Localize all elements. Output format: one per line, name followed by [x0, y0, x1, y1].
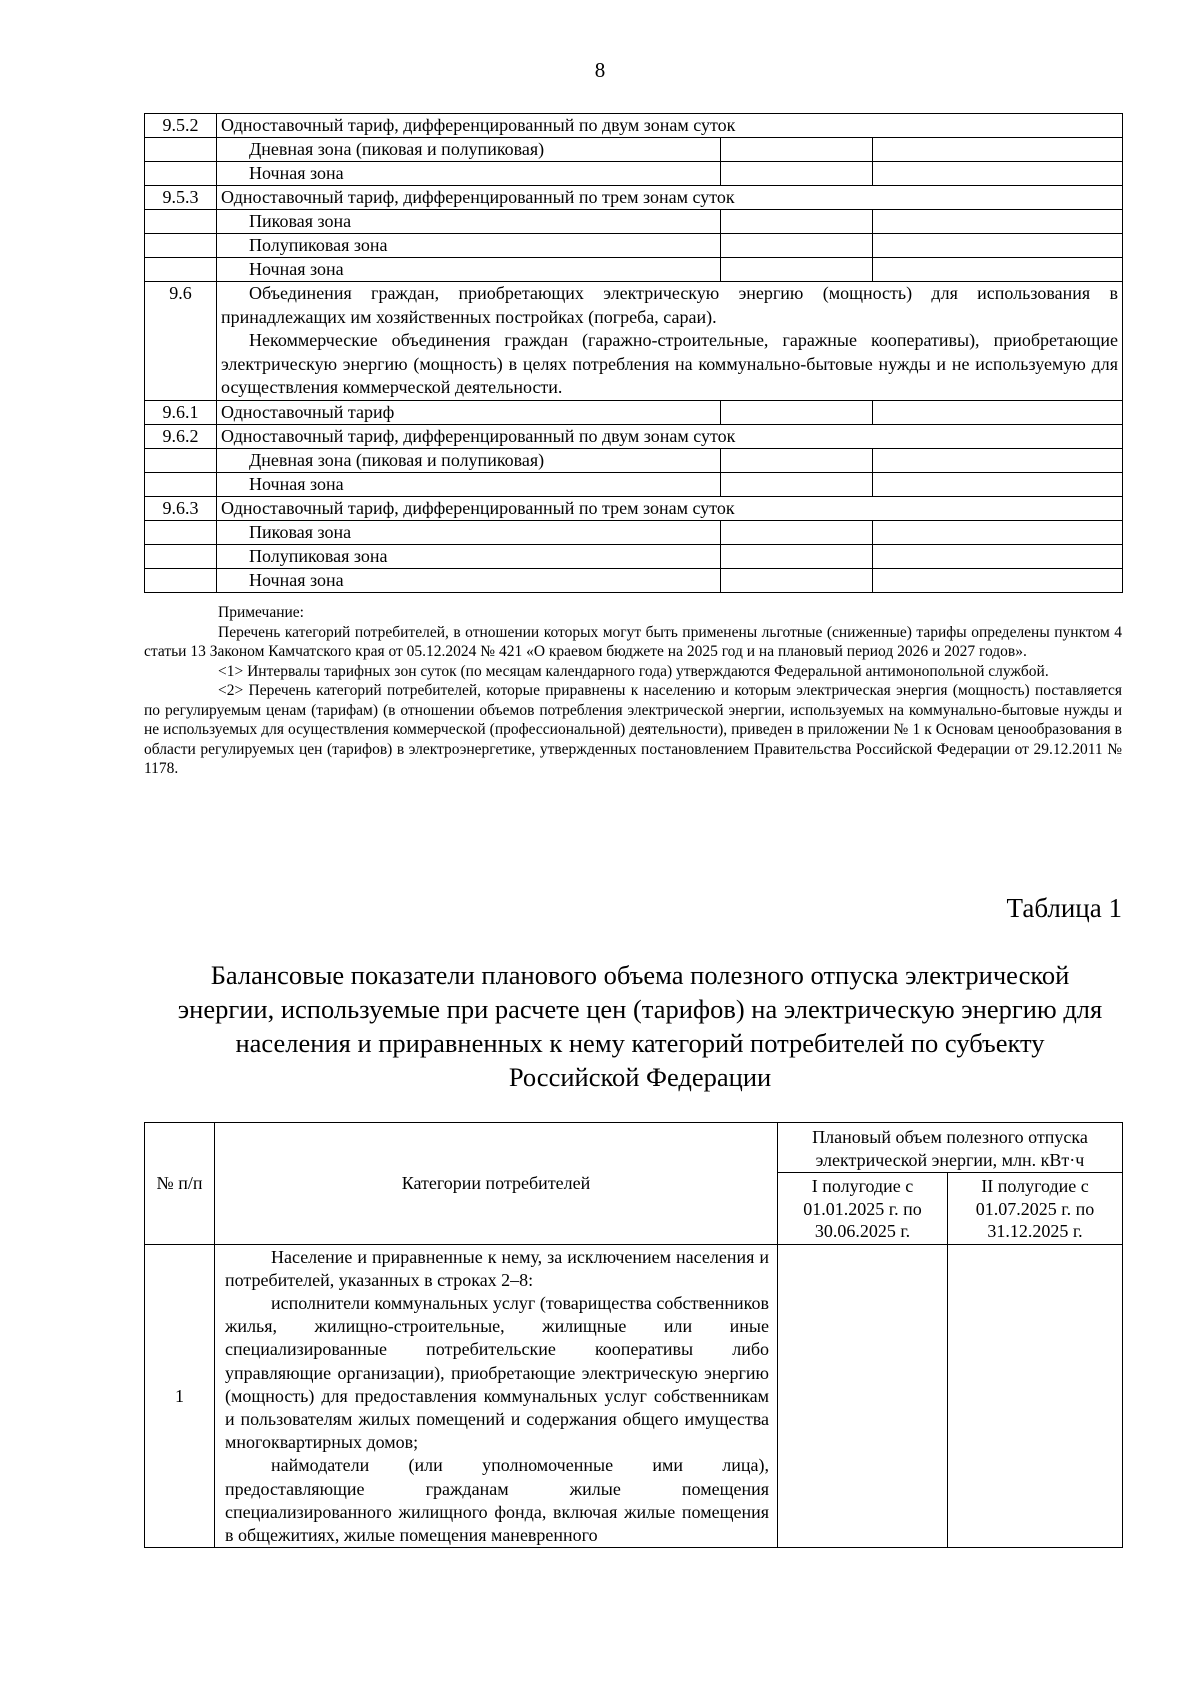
tariff-row-num	[145, 448, 217, 472]
tariff-value-cell	[721, 138, 873, 162]
header-plan: Плановый объем полезного отпуска электрической энергии, млн. кВт·ч	[778, 1123, 1123, 1173]
balance-row	[145, 1244, 1123, 1548]
tariff-row-label: Дневная зона (пиковая и полупиковая)	[217, 448, 721, 472]
balance-row-category	[215, 1244, 778, 1548]
tariff-row-label: Ночная зона	[217, 568, 721, 592]
page-number: 8	[594, 58, 606, 82]
tariff-row-label: Полупиковая зона	[217, 544, 721, 568]
header-num: № п/п	[145, 1123, 215, 1245]
tariff-paragraph: Некоммерческие объединения граждан (гаражно-строительные, гаражные кооперативы), приобретающие электрическую энергию (мощность) в целях потребления на коммунально-бытовые нужды и не используемую для осуществления коммерческой деятельности.	[221, 330, 1119, 397]
tariff-value-cell	[873, 234, 1123, 258]
notes-heading: Примечание:	[218, 604, 304, 621]
balance-row-half2-value	[948, 1244, 1123, 1548]
balance-header-row	[145, 1123, 1123, 1173]
tariff-value-cell	[873, 138, 1123, 162]
tariff-value-cell	[873, 210, 1123, 234]
tariff-row-label: Ночная зона	[217, 472, 721, 496]
tariff-row	[145, 520, 1123, 544]
tariff-value-cell	[721, 162, 873, 186]
table-label: Таблица 1	[1006, 893, 1122, 923]
tariff-row-num	[145, 234, 217, 258]
balance-table	[144, 1122, 1123, 1548]
tariff-row-num: 9.5.2	[145, 114, 217, 138]
tariff-row-num	[145, 258, 217, 282]
category-paragraph: Население и приравненные к нему, за исключением населения и потребителей, указанных в строках 2–8:	[225, 1246, 769, 1290]
tariff-value-cell	[873, 520, 1123, 544]
notes-block	[144, 603, 1122, 779]
tariff-row-label: Пиковая зона	[217, 210, 721, 234]
tariff-row-label: Одноставочный тариф, дифференцированный по трем зонам суток	[217, 496, 1123, 520]
tariff-row	[145, 496, 1123, 520]
tariff-value-cell	[721, 472, 873, 496]
balance-row-num: 1	[145, 1244, 215, 1548]
tariff-value-cell	[721, 234, 873, 258]
tariff-value-cell	[873, 544, 1123, 568]
tariff-row-label	[217, 282, 1123, 401]
tariff-row-num	[145, 520, 217, 544]
tariff-row-num: 9.6.2	[145, 424, 217, 448]
tariff-row	[145, 544, 1123, 568]
tariff-value-cell	[721, 568, 873, 592]
header-half2: II полугодие с 01.07.2025 г. по 31.12.2025 г.	[948, 1173, 1123, 1245]
header-category: Категории потребителей	[215, 1123, 778, 1245]
tariff-row	[145, 234, 1123, 258]
tariff-value-cell	[873, 472, 1123, 496]
note-paragraph: <2> Перечень категорий потребителей, которые приравнены к населению и которым электрическая энергия (мощность) поставляется по регулируемым ценам (тарифам) (в отношении объемов потребления электрической энергии, используемых на коммунально-бытовые нужды и не используемых для осуществления коммерческой (профессиональной) деятельности), приведен в приложении № 1 к Основам ценообразования в области регулируемых цен (тарифов) в электроэнергетике, утвержденных постановлением Правительства Российской Федерации от 29.12.2011 № 1178.	[144, 682, 1122, 777]
tariff-row-label: Одноставочный тариф, дифференцированный по двум зонам суток	[217, 424, 1123, 448]
tariff-row	[145, 186, 1123, 210]
tariff-row-label: Пиковая зона	[217, 520, 721, 544]
tariff-row-num	[145, 210, 217, 234]
tariff-value-cell	[721, 258, 873, 282]
tariff-row-label: Одноставочный тариф, дифференцированный по трем зонам суток	[217, 186, 1123, 210]
tariff-row-label: Ночная зона	[217, 162, 721, 186]
tariff-row-label: Дневная зона (пиковая и полупиковая)	[217, 138, 721, 162]
tariff-row	[145, 138, 1123, 162]
tariff-table	[144, 113, 1123, 593]
category-paragraph: исполнители коммунальных услуг (товарищества собственников жилья, жилищно-строительные, жилищные или иные специализированные потребительские кооперативы либо управляющие организации), приобретающие электрическую энергию (мощность) для предоставления коммунальных услуг собственникам и пользователям жилых помещений и содержания общего имущества многоквартирных домов;	[225, 1292, 769, 1453]
tariff-paragraph: Объединения граждан, приобретающих электрическую энергию (мощность) для использования в принадлежащих им хозяйственных постройках (погреба, сараи).	[221, 283, 1119, 327]
category-paragraph: наймодатели (или уполномоченные ими лица), предоставляющие гражданам жилые помещения специализированного жилищного фонда, включая жилые помещения в общежитиях, жилые помещения маневренного	[225, 1455, 769, 1545]
tariff-row-num	[145, 162, 217, 186]
tariff-value-cell	[873, 258, 1123, 282]
tariff-row-label: Ночная зона	[217, 258, 721, 282]
tariff-value-cell	[721, 400, 873, 424]
header-half1: I полугодие с 01.01.2025 г. по 30.06.2025 г.	[778, 1173, 948, 1245]
tariff-row	[145, 472, 1123, 496]
tariff-row-num: 9.6	[145, 282, 217, 401]
tariff-value-cell	[873, 162, 1123, 186]
tariff-row	[145, 162, 1123, 186]
tariff-value-cell	[873, 568, 1123, 592]
table-title: Балансовые показатели планового объема полезного отпуска электрической энергии, используемые при расчете цен (тарифов) на электрическую энергию для населения и приравненных к нему категорий потребителей по субъекту Российской Федерации	[177, 960, 1103, 1092]
tariff-row-num	[145, 544, 217, 568]
tariff-row-num: 9.6.1	[145, 400, 217, 424]
tariff-row-label: Полупиковая зона	[217, 234, 721, 258]
tariff-row-num: 9.5.3	[145, 186, 217, 210]
tariff-row-label: Одноставочный тариф	[217, 400, 721, 424]
tariff-value-cell	[873, 400, 1123, 424]
tariff-value-cell	[873, 448, 1123, 472]
tariff-row	[145, 210, 1123, 234]
tariff-row	[145, 448, 1123, 472]
tariff-row	[145, 282, 1123, 401]
tariff-row	[145, 568, 1123, 592]
tariff-row	[145, 114, 1123, 138]
tariff-row	[145, 258, 1123, 282]
tariff-row-num	[145, 138, 217, 162]
balance-row-half1-value	[778, 1244, 948, 1548]
tariff-row	[145, 424, 1123, 448]
tariff-value-cell	[721, 210, 873, 234]
tariff-row-num	[145, 472, 217, 496]
tariff-row-num: 9.6.3	[145, 496, 217, 520]
tariff-value-cell	[721, 544, 873, 568]
tariff-value-cell	[721, 520, 873, 544]
tariff-value-cell	[721, 448, 873, 472]
note-paragraph: Перечень категорий потребителей, в отношении которых могут быть применены льготные (сниженные) тарифы определены пунктом 4 статьи 13 Законом Камчатского края от 05.12.2024 № 421 «О краевом бюджете на 2025 год и на плановый период 2026 и 2027 годов».	[144, 623, 1122, 660]
tariff-row-label: Одноставочный тариф, дифференцированный по двум зонам суток	[217, 114, 1123, 138]
tariff-row	[145, 400, 1123, 424]
tariff-row-num	[145, 568, 217, 592]
note-paragraph: <1> Интервалы тарифных зон суток (по месяцам календарного года) утверждаются Федеральной антимонопольной службой.	[218, 662, 1049, 680]
